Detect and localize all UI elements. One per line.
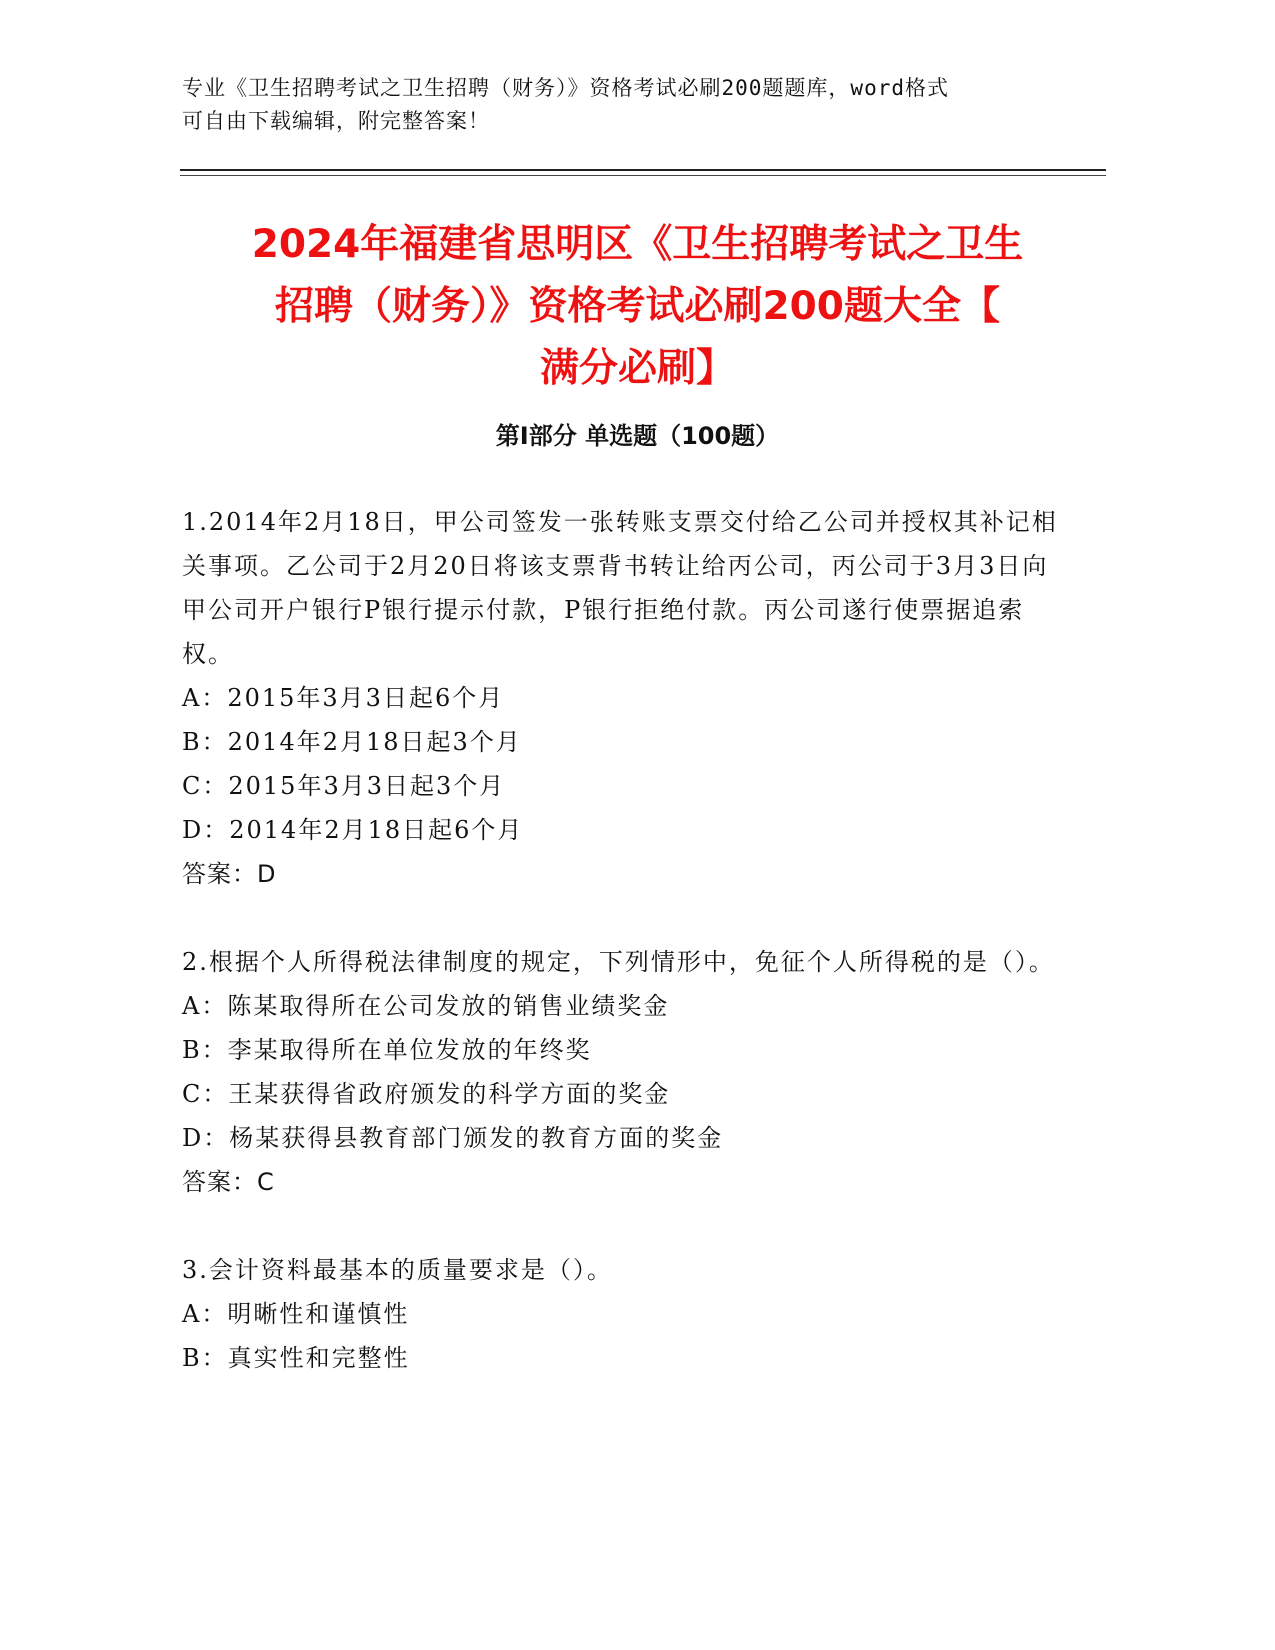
question-1	[182, 500, 1062, 896]
header-note-line-1: 专业《卫生招聘考试之卫生招聘（财务）》资格考试必刷200题题库，word格式	[182, 76, 949, 100]
question-stem: 2.根据个人所得税法律制度的规定，下列情形中，免征个人所得税的是（）。	[182, 948, 1055, 976]
answer-label: 答案：D	[182, 860, 277, 888]
option-b: B：真实性和完整性	[182, 1344, 410, 1372]
question-list	[182, 500, 1062, 1424]
document-title-line-1: 2024年福建省思明区《卫生招聘考试之卫生	[251, 222, 1024, 267]
document-title-line-3: 满分必刷】	[539, 346, 735, 391]
option-a: A：2015年3月3日起6个月	[182, 684, 505, 712]
option-d: D：2014年2月18日起6个月	[182, 816, 524, 844]
option-a: A：陈某取得所在公司发放的销售业绩奖金	[182, 992, 670, 1020]
header-note	[182, 72, 1042, 138]
question-stem: 3.会计资料最基本的质量要求是（）。	[182, 1256, 613, 1284]
option-c: C：王某获得省政府颁发的科学方面的奖金	[182, 1080, 671, 1108]
header-divider-thin	[180, 175, 1106, 176]
document-title	[160, 214, 1115, 400]
option-c: C：2015年3月3日起3个月	[182, 772, 506, 800]
header-note-line-2: 可自由下载编辑，附完整答案！	[182, 109, 490, 133]
question-stem: 1.2014年2月18日，甲公司签发一张转账支票交付给乙公司并授权其补记相关事项。乙公司于2月20日将该支票背书转让给丙公司，丙公司于3月3日向甲公司开户银行P银行提示付款，P银行拒绝付款。丙公司遂行使票据追索权。	[182, 508, 1058, 668]
header-divider-thick	[180, 169, 1106, 171]
document-title-line-2: 招聘（财务）》资格考试必刷200题大全【	[275, 284, 1000, 329]
option-b: B：李某取得所在单位发放的年终奖	[182, 1036, 592, 1064]
question-3	[182, 1248, 1062, 1380]
answer-label: 答案：C	[182, 1168, 275, 1196]
section-title: 第I部分 单选题（100题）	[495, 422, 780, 450]
question-2	[182, 940, 1062, 1204]
option-b: B：2014年2月18日起3个月	[182, 728, 522, 756]
option-d: D：杨某获得县教育部门颁发的教育方面的奖金	[182, 1124, 724, 1152]
option-a: A：明晰性和谨慎性	[182, 1300, 410, 1328]
